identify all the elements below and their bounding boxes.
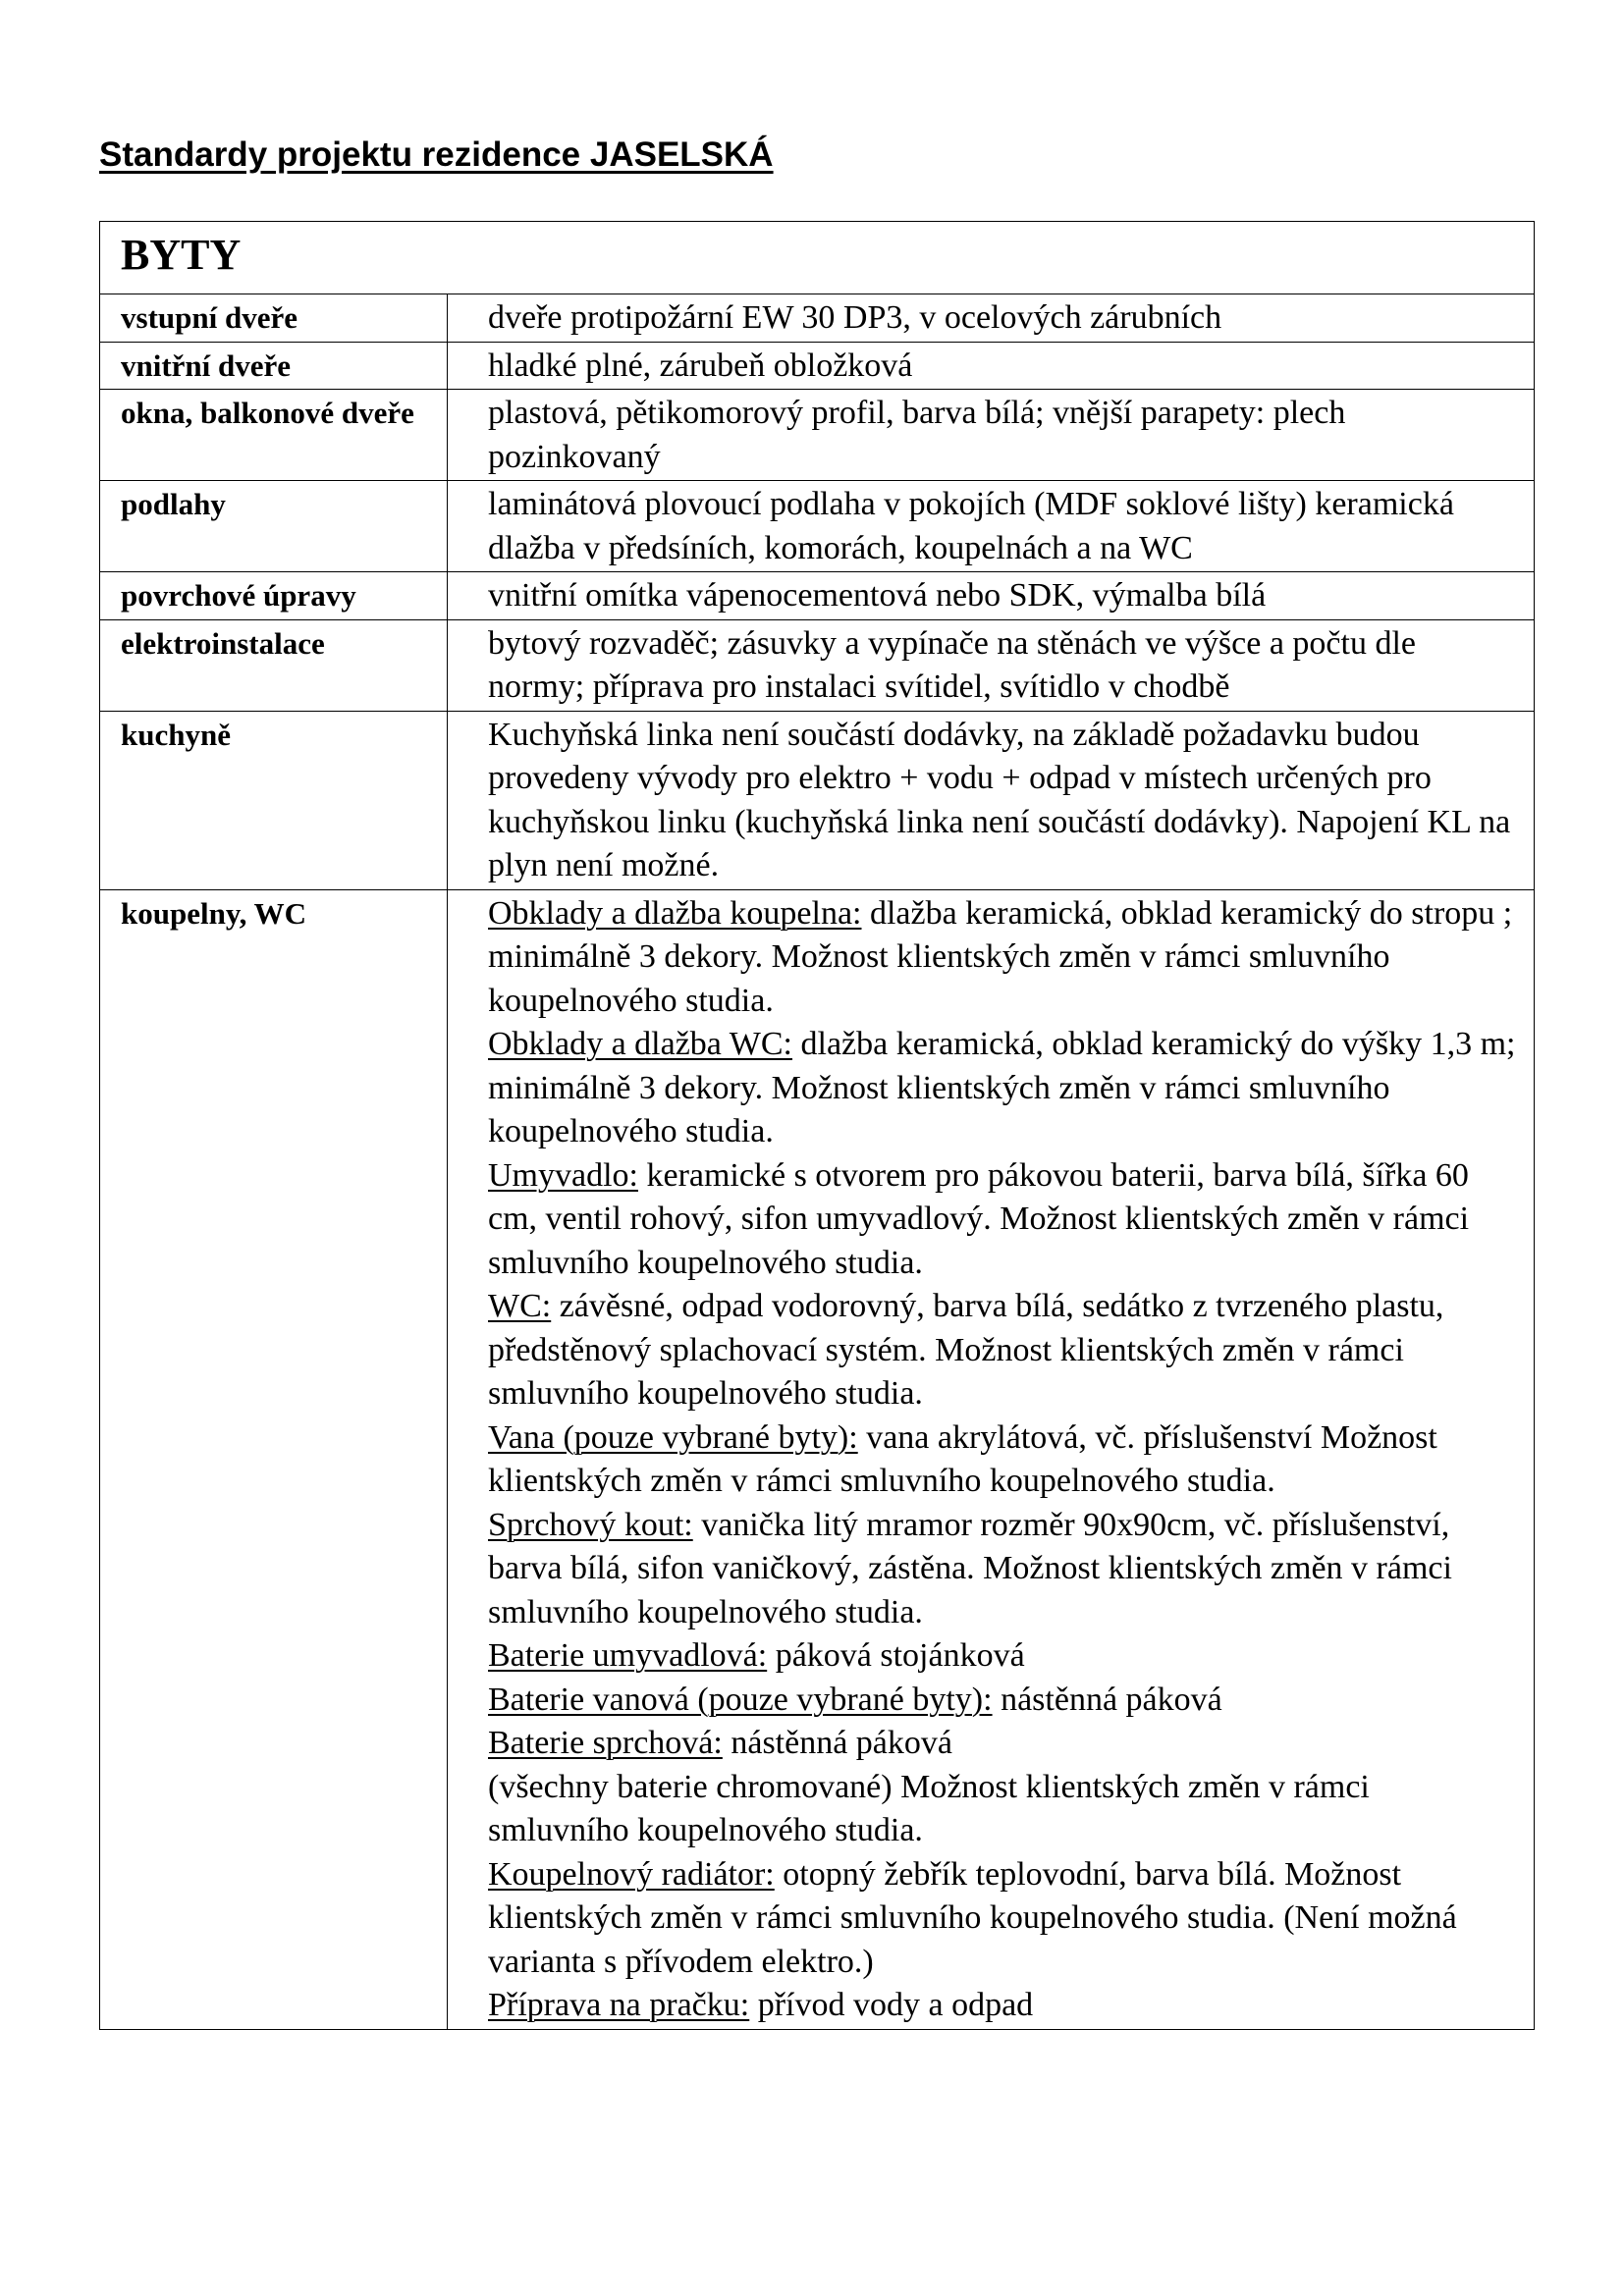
spec-paragraph [488, 296, 1516, 341]
spec-row [100, 342, 1535, 390]
spec-text: dlažba keramická, obklad keramický do stropu ; minimálně 3 dekory. Možnost klientských změn v rámci smluvního koupelnového studia. [488, 894, 1513, 1019]
spec-paragraph [488, 345, 1516, 389]
spec-term: WC: [488, 1288, 552, 1324]
spec-term: Příprava na pračku: [488, 1987, 750, 2023]
spec-row [100, 711, 1535, 889]
spec-row [100, 481, 1535, 572]
spec-text: hladké plné, zárubeň obložková [488, 347, 913, 384]
spec-label: elektroinstalace [100, 619, 448, 711]
section-title: BYTY [100, 222, 1535, 294]
spec-paragraph [488, 1853, 1516, 1985]
spec-paragraph [488, 574, 1516, 618]
spec-text: přívod vody a odpad [749, 1987, 1034, 2023]
spec-paragraph [488, 892, 1516, 1024]
spec-paragraph [488, 714, 1516, 888]
spec-term: Obklady a dlažba koupelna: [488, 894, 862, 932]
spec-label: vstupní dveře [100, 294, 448, 343]
spec-text: keramické s otvorem pro pákovou baterii, barva bílá, šířka 60 cm, ventil rohový, sifon umyvadlový. Možnost klientských změn v rámci smluvního koupelnového studia. [488, 1156, 1470, 1281]
spec-term: Baterie sprchová: [488, 1725, 723, 1761]
spec-label: koupelny, WC [100, 889, 448, 2029]
spec-paragraph [488, 1504, 1516, 1635]
spec-paragraph [488, 1285, 1516, 1416]
spec-term: Sprchový kout: [488, 1506, 693, 1543]
spec-term: Koupelnový radiátor: [488, 1855, 775, 1893]
spec-value [448, 889, 1535, 2029]
spec-text: nástěnná páková [722, 1725, 952, 1761]
spec-text: vanička litý mramor rozměr 90x90cm, vč. příslušenství, barva bílá, sifon vaničkový, zástěna. Možnost klientských změn v rámci smluvního koupelnového studia. [488, 1506, 1452, 1630]
spec-paragraph [488, 1154, 1516, 1286]
spec-text: plastová, pětikomorový profil, barva bílá; vnější parapety: plech pozinkovaný [488, 395, 1346, 475]
spec-paragraph [488, 1679, 1516, 1723]
spec-text: dlažba keramická, obklad keramický do výšky 1,3 m; minimálně 3 dekory. Možnost klientských změn v rámci smluvního koupelnového studia. [488, 1026, 1516, 1149]
spec-label: kuchyně [100, 711, 448, 889]
spec-paragraph [488, 1023, 1516, 1154]
spec-value [448, 619, 1535, 711]
spec-row [100, 390, 1535, 481]
spec-text: (všechny baterie chromované) Možnost klientských změn v rámci smluvního koupelnového studia. [488, 1768, 1370, 1848]
spec-row [100, 619, 1535, 711]
section-header-row [100, 222, 1535, 294]
spec-term: Vana (pouze vybrané byty): [488, 1418, 858, 1456]
spec-text: vnitřní omítka vápenocementová nebo SDK, výmalba bílá [488, 577, 1267, 614]
spec-paragraph [488, 483, 1516, 570]
spec-label: podlahy [100, 481, 448, 572]
spec-term: Baterie umyvadlová: [488, 1637, 768, 1674]
spec-text: Kuchyňská linka není součástí dodávky, na základě požadavku budou provedeny vývody pro elektro + vodu + odpad v místech určených pro kuchyňskou linku (kuchyňská linka není součástí dodávky). Napojení KL na plyn není možné. [488, 716, 1511, 883]
spec-paragraph [488, 392, 1516, 479]
spec-row [100, 889, 1535, 2029]
spec-text: otopný žebřík teplovodní, barva bílá. Možnost klientských změn v rámci smluvního koupelnového studia. (Není možná varianta s přívodem elektro.) [488, 1855, 1457, 1980]
spec-text: laminátová plovoucí podlaha v pokojích (MDF soklové lišty) keramická dlažba v předsíních, komorách, koupelnách a na WC [488, 486, 1454, 566]
spec-term: Obklady a dlažba WC: [488, 1026, 793, 1062]
spec-paragraph [488, 1634, 1516, 1679]
spec-value [448, 342, 1535, 390]
spec-value [448, 390, 1535, 481]
spec-text: vana akrylátová, vč. příslušenství Možnost klientských změn v rámci smluvního koupelnového studia. [488, 1418, 1437, 1499]
spec-text: závěsné, odpad vodorovný, barva bílá, sedátko z tvrzeného plastu, předstěnový splachovací systém. Možnost klientských změn v rámci smluvního koupelnového studia. [488, 1288, 1444, 1412]
spec-row [100, 572, 1535, 620]
spec-paragraph [488, 1766, 1516, 1853]
document-title: Standardy projektu rezidence JASELSKÁ [99, 135, 774, 174]
spec-text: nástěnná páková [992, 1681, 1222, 1718]
spec-value [448, 711, 1535, 889]
spec-paragraph [488, 1722, 1516, 1766]
spec-label: vnitřní dveře [100, 342, 448, 390]
spec-value [448, 481, 1535, 572]
spec-row [100, 294, 1535, 343]
spec-text: páková stojánková [767, 1637, 1025, 1674]
spec-term: Umyvadlo: [488, 1156, 638, 1194]
spec-paragraph [488, 1416, 1516, 1504]
spec-paragraph [488, 622, 1516, 710]
spec-term: Baterie vanová (pouze vybrané byty): [488, 1681, 993, 1718]
spec-label: okna, balkonové dveře [100, 390, 448, 481]
spec-paragraph [488, 1984, 1516, 2028]
spec-text: bytový rozvaděč; zásuvky a vypínače na stěnách ve výšce a počtu dle normy; příprava pro instalaci svítidel, svítidlo v chodbě [488, 624, 1417, 705]
specifications-table [99, 221, 1535, 2030]
spec-text: dveře protipožární EW 30 DP3, v ocelových zárubních [488, 299, 1222, 336]
spec-value [448, 294, 1535, 343]
spec-value [448, 572, 1535, 620]
spec-label: povrchové úpravy [100, 572, 448, 620]
